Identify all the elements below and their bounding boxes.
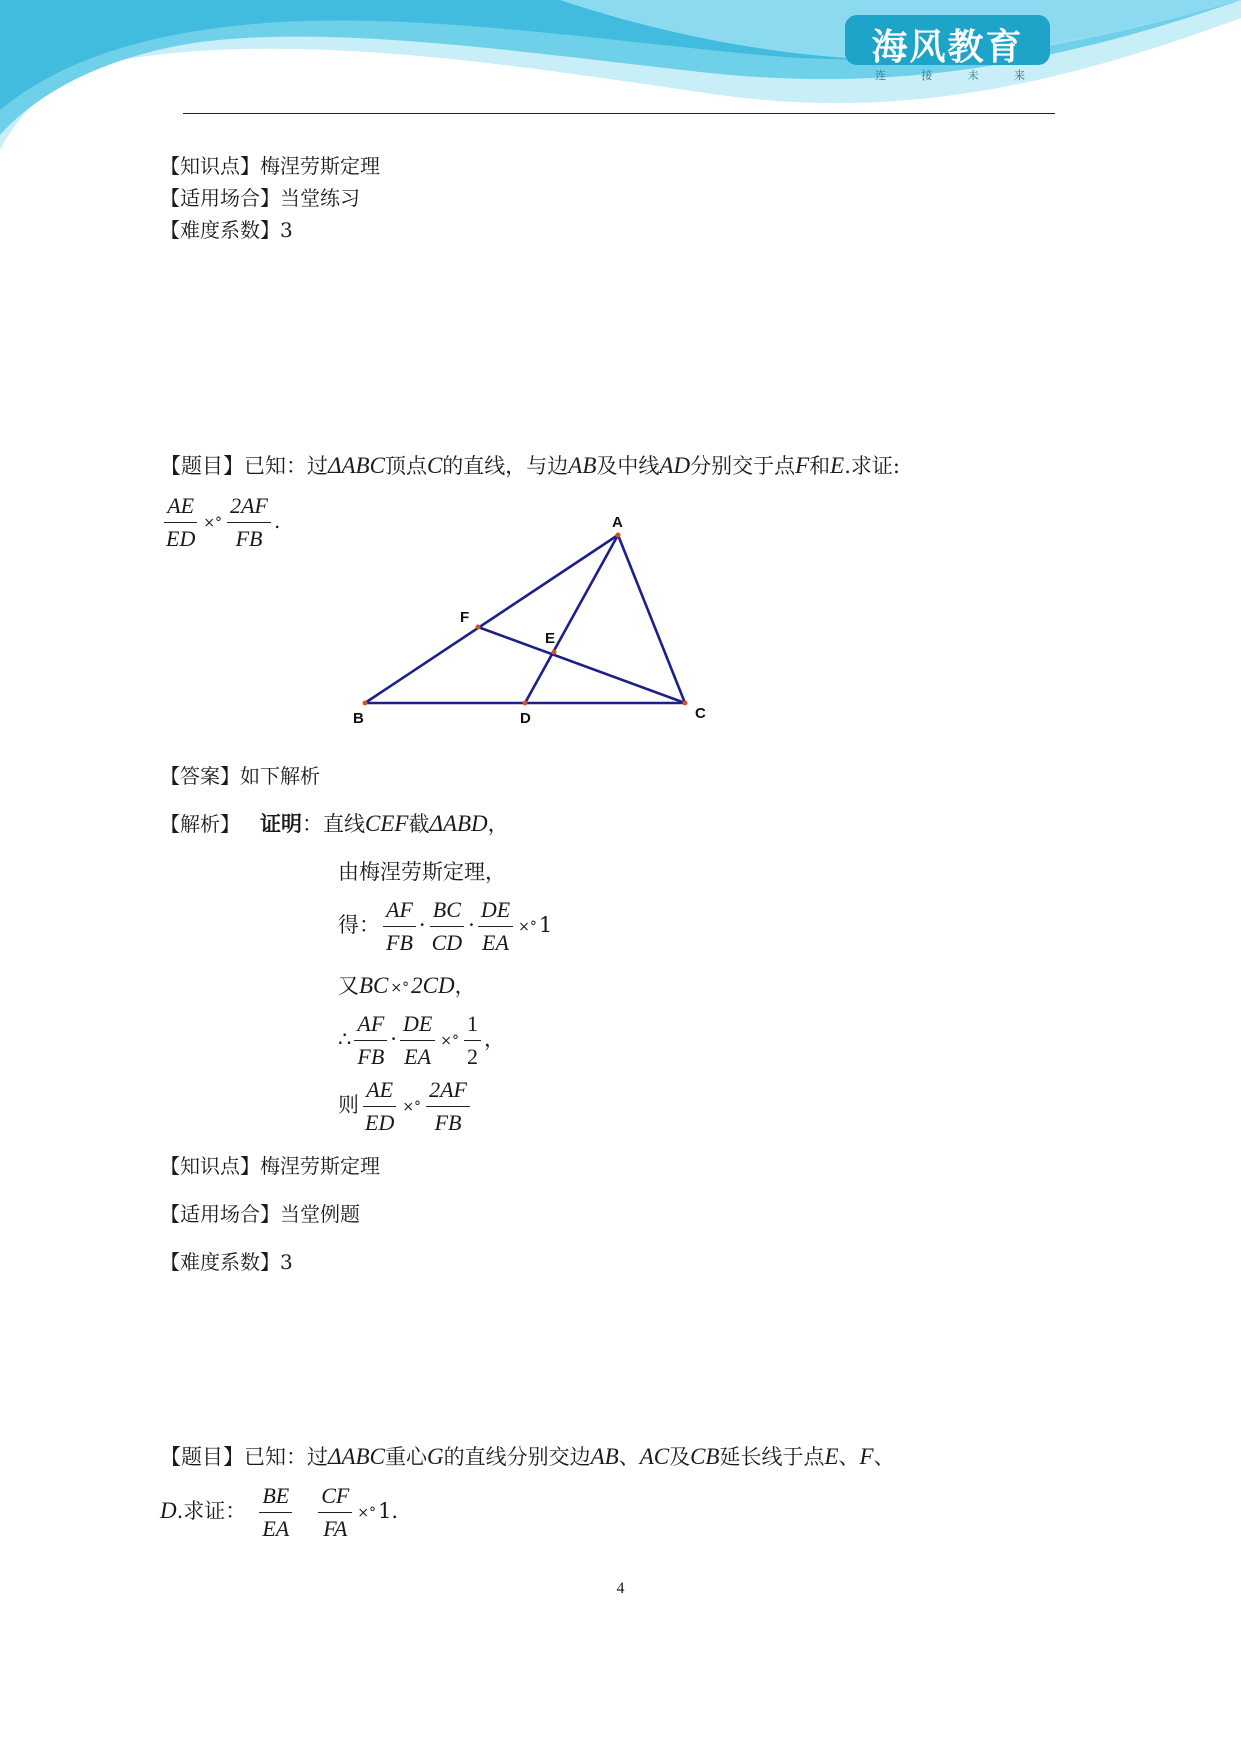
- denominator: FB: [235, 526, 263, 551]
- numerator: BC: [430, 896, 464, 927]
- denominator: CD: [431, 930, 463, 955]
- line-cf: [478, 627, 685, 703]
- scenario-1: 【适用场合】当堂练习: [160, 186, 360, 210]
- fraction: [354, 1010, 387, 1071]
- numerator: CF: [318, 1482, 352, 1513]
- point-b-dot: [363, 701, 368, 706]
- logo-sub-char: 来: [1013, 69, 1025, 82]
- numerator: AE: [363, 1076, 396, 1107]
- text: ，: [487, 812, 509, 836]
- equals-sign: ×°: [440, 1032, 460, 1049]
- segment-ad: AD: [659, 453, 691, 478]
- triangle-figure: [340, 505, 720, 725]
- text: 分别交于点: [690, 454, 796, 478]
- knowledge-point-2: 【知识点】梅涅劳斯定理: [160, 1154, 380, 1178]
- logo-subtitle: [875, 67, 1025, 83]
- text: 和: [809, 454, 831, 478]
- denominator: FB: [386, 930, 413, 955]
- text: 1: [538, 913, 553, 937]
- fraction: [429, 896, 466, 957]
- segment-ac: AC: [639, 1444, 670, 1469]
- answer-1: 【答案】如下解析: [160, 764, 320, 788]
- problem-1-formula: [160, 492, 280, 553]
- text: 又: [338, 974, 359, 998]
- text: 、: [618, 1445, 640, 1469]
- label-c: C: [695, 705, 706, 722]
- logo-sub-char: 接: [921, 69, 933, 82]
- text: 【题目】已知：过: [160, 1445, 328, 1469]
- text: 及中线: [596, 454, 660, 478]
- segment-ab: AB: [590, 1444, 619, 1469]
- period: .: [273, 509, 281, 533]
- problem-1-statement: [160, 454, 900, 478]
- proof-label: 证明: [260, 811, 302, 836]
- line-ac: [618, 535, 685, 703]
- point-d: D: [160, 1498, 177, 1523]
- numerator: AF: [354, 1010, 387, 1041]
- label-a: A: [612, 514, 623, 531]
- header-wave: [0, 0, 1241, 150]
- fraction: [163, 492, 198, 553]
- text: 得：: [338, 913, 380, 937]
- point-f: F: [859, 1444, 874, 1469]
- point-e-dot: [552, 650, 557, 655]
- text: 重心: [384, 1445, 427, 1469]
- denominator: FB: [434, 1110, 462, 1135]
- knowledge-point-1: 【知识点】梅涅劳斯定理: [160, 154, 380, 178]
- logo-sub-char: 未: [967, 69, 979, 82]
- triangle-abc: ΔABC: [328, 453, 385, 478]
- numerator: BE: [259, 1482, 292, 1513]
- logo-sub-char: 连: [875, 69, 886, 82]
- denominator: FB: [357, 1044, 385, 1069]
- point-d-dot: [523, 701, 528, 706]
- text: 、: [838, 1445, 860, 1469]
- label-e: E: [545, 630, 556, 647]
- text: 及: [669, 1445, 691, 1469]
- analysis-line-5: ∴ $\frac{AF}{FB}$ · $\frac{DE}{EA}$ ×° $\frac{1}{2}$ ，: [338, 1011, 506, 1069]
- text: ，: [484, 1027, 506, 1051]
- equals-sign: ×°: [518, 918, 537, 935]
- point-f: F: [795, 453, 810, 478]
- text: ：直线: [302, 812, 365, 836]
- segment-cb: CB: [690, 1444, 720, 1469]
- point-e: E: [830, 453, 845, 478]
- analysis-line-6: [338, 1076, 473, 1137]
- equals-sign: ×°: [390, 979, 410, 996]
- brand-logo: [845, 15, 1050, 81]
- line-ad: [525, 535, 618, 703]
- segment-ab: AB: [568, 453, 597, 478]
- denominator: EA: [404, 1044, 432, 1069]
- denominator: FA: [323, 1516, 348, 1541]
- triangle-abd: ΔABD: [429, 811, 488, 836]
- analysis-line-1: [160, 812, 509, 836]
- equals-sign: ×°: [402, 1098, 422, 1115]
- text: 、: [873, 1445, 895, 1469]
- text: 顶点: [384, 454, 427, 478]
- label-d: D: [520, 710, 531, 725]
- analysis-line-3: 得： $\frac{AF}{FB}$ · $\frac{BC}{CD}$ · $\frac{DE}{EA}$ ×°1: [338, 897, 553, 955]
- analysis-line-4: [338, 974, 476, 1000]
- text: ，: [454, 974, 476, 998]
- numerator: AF: [383, 896, 416, 927]
- text: 【题目】已知：过: [160, 454, 328, 478]
- fraction: [318, 1482, 352, 1543]
- difficulty-2: 【难度系数】3: [160, 1250, 293, 1274]
- analysis-line-2: 由梅涅劳斯定理，: [338, 860, 506, 884]
- denominator: ED: [166, 526, 196, 551]
- fraction: [362, 1076, 397, 1137]
- point-g: G: [426, 1444, 444, 1469]
- line-ab: [365, 535, 618, 703]
- text: .求证：: [176, 1499, 247, 1523]
- numerator: 2AF: [227, 492, 271, 523]
- fraction: [400, 1010, 435, 1071]
- text: 截: [408, 812, 430, 836]
- problem-2-formula: [160, 1482, 398, 1543]
- label-b: B: [353, 710, 364, 725]
- text: 的直线分别交边: [443, 1445, 591, 1469]
- text: 1.: [378, 1499, 399, 1523]
- fraction: [426, 1076, 470, 1137]
- numerator: 1: [464, 1010, 481, 1041]
- denominator: EA: [262, 1516, 290, 1541]
- text: .求证:: [844, 454, 900, 478]
- numerator: DE: [478, 896, 513, 927]
- numerator: AE: [164, 492, 197, 523]
- numerator: 2AF: [426, 1076, 470, 1107]
- expression: 2CD: [411, 973, 455, 998]
- point-a-dot: [616, 533, 621, 538]
- text: 的直线，与边: [442, 454, 569, 478]
- denominator: EA: [482, 930, 509, 955]
- logo-text: 海风教育: [871, 27, 1024, 68]
- problem-2-statement: [160, 1445, 895, 1469]
- triangle-abc: ΔABC: [328, 1444, 385, 1469]
- fraction: [259, 1482, 292, 1543]
- fraction: [383, 896, 416, 957]
- fraction: [464, 1010, 481, 1071]
- text: 延长线于点: [719, 1445, 825, 1469]
- denominator: 2: [467, 1044, 479, 1069]
- fraction: [478, 896, 513, 957]
- point-f-dot: [476, 625, 481, 630]
- equals-sign: ×°: [203, 514, 223, 531]
- scenario-2: 【适用场合】当堂例题: [160, 1202, 360, 1226]
- analysis-tag: 【解析】: [160, 812, 240, 836]
- denominator: ED: [365, 1110, 395, 1135]
- label-f: F: [460, 609, 470, 626]
- segment-bc: BC: [359, 973, 389, 998]
- point-e: E: [824, 1444, 839, 1469]
- numerator: DE: [400, 1010, 435, 1041]
- page-number: 4: [616, 1580, 625, 1597]
- fraction: [227, 492, 271, 553]
- line-cef: CEF: [365, 811, 409, 836]
- text: 则: [338, 1093, 359, 1117]
- therefore-symbol: ∴: [338, 1027, 352, 1051]
- point-c: C: [426, 453, 443, 478]
- point-c-dot: [683, 701, 688, 706]
- equals-sign: ×°: [357, 1504, 377, 1521]
- difficulty-1: 【难度系数】3: [160, 218, 293, 242]
- header-divider: [183, 113, 1055, 114]
